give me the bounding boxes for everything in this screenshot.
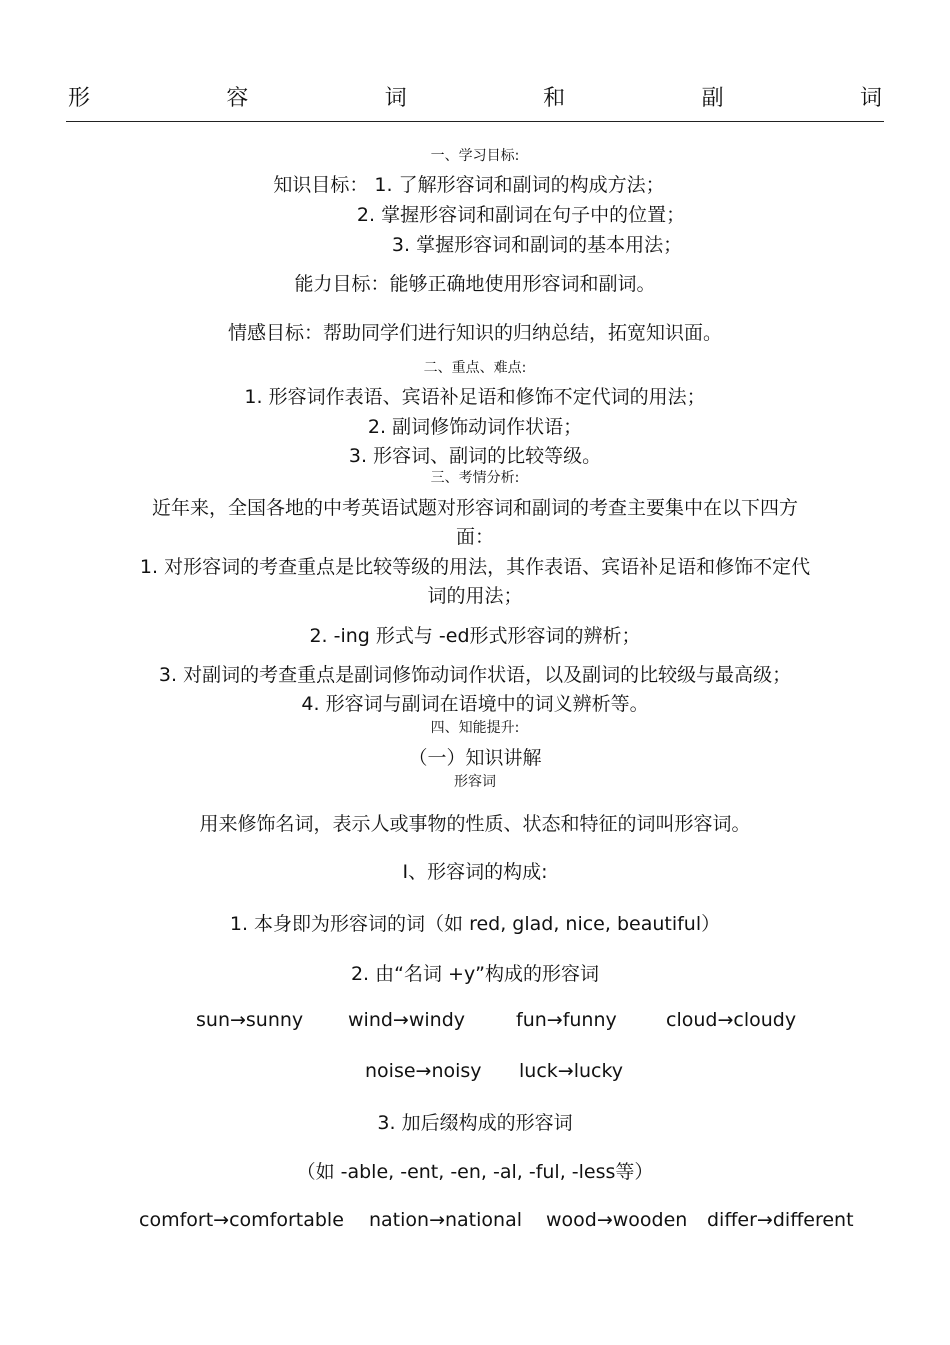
knowledge-goal-1: 知识目标： 1. 了解形容词和副词的构成方法；	[273, 174, 665, 196]
formation-rule-1: 1. 本身即为形容词的词（如 red, glad, nice, beautiful）	[229, 913, 721, 935]
analysis-intro-line2: 面：	[455, 526, 494, 548]
example-word: sun→sunny	[196, 1009, 304, 1031]
analysis-intro-line1: 近年来，全国各地的中考英语试题对形容词和副词的考查主要集中在以下四方	[151, 497, 798, 519]
analysis-item-1-line1: 1. 对形容词的考查重点是比较等级的用法，其作表语、宾语补足语和修饰不定代	[139, 556, 811, 578]
example-word: fun→funny	[516, 1009, 617, 1031]
formation-rule-2: 2. 由“名词 +y”构成的形容词	[350, 963, 600, 985]
example-word: luck→lucky	[519, 1060, 624, 1082]
knowledge-goal-3: 3. 掌握形容词和副词的基本用法；	[391, 234, 683, 256]
formation-rule-3: 3. 加后缀构成的形容词	[377, 1112, 573, 1134]
section-heading-knowledge: 四、知能提升:	[430, 720, 520, 736]
key-point-2: 2. 副词修饰动词作状语；	[367, 416, 583, 438]
knowledge-goal-2: 2. 掌握形容词和副词在句子中的位置；	[356, 204, 686, 226]
section-heading-goals: 一、学习目标:	[430, 148, 520, 164]
analysis-item-3: 3. 对副词的考查重点是副词修饰动词作状语，以及副词的比较级与最高级；	[158, 664, 792, 686]
emotion-goal: 情感目标：帮助同学们进行知识的归纳总结，拓宽知识面。	[227, 322, 722, 344]
example-word: nation→national	[369, 1209, 523, 1231]
analysis-item-2: 2. -ing 形式与 -ed形式形容词的辨析；	[309, 625, 641, 647]
example-word: differ→different	[707, 1209, 854, 1231]
example-word: cloud→cloudy	[666, 1009, 797, 1031]
analysis-item-4: 4. 形容词与副词在语境中的词义辨析等。	[301, 693, 649, 715]
title-char: 容	[226, 85, 249, 111]
page-title	[68, 80, 882, 112]
title-char: 词	[859, 85, 882, 111]
section-heading-key-points: 二、重点、难点:	[423, 360, 527, 376]
title-char: 副	[701, 85, 724, 111]
suffix-list: （如 -able, -ent, -en, -al, -ful, -less等）	[296, 1161, 654, 1183]
analysis-item-1-line2: 词的用法；	[427, 585, 523, 607]
title-divider	[66, 121, 884, 122]
example-word: wind→windy	[348, 1009, 466, 1031]
example-word: wood→wooden	[546, 1209, 688, 1231]
formation-heading: Ⅰ、形容词的构成:	[402, 861, 548, 883]
adjective-definition: 用来修饰名词，表示人或事物的性质、状态和特征的词叫形容词。	[199, 813, 751, 835]
subheading-adjective: 形容词	[454, 774, 496, 790]
key-point-1: 1. 形容词作表语、宾语补足语和修饰不定代词的用法；	[244, 386, 706, 408]
subheading-explanation: （一）知识讲解	[408, 747, 542, 769]
ability-goal: 能力目标：能够正确地使用形容词和副词。	[294, 273, 656, 295]
title-char: 形	[68, 85, 91, 111]
key-point-3: 3. 形容词、副词的比较等级。	[348, 445, 602, 467]
example-word: comfort→comfortable	[139, 1209, 344, 1231]
title-char: 和	[543, 85, 566, 111]
example-word: noise→noisy	[365, 1060, 482, 1082]
section-heading-analysis: 三、考情分析:	[430, 470, 520, 486]
title-char: 词	[384, 85, 407, 111]
